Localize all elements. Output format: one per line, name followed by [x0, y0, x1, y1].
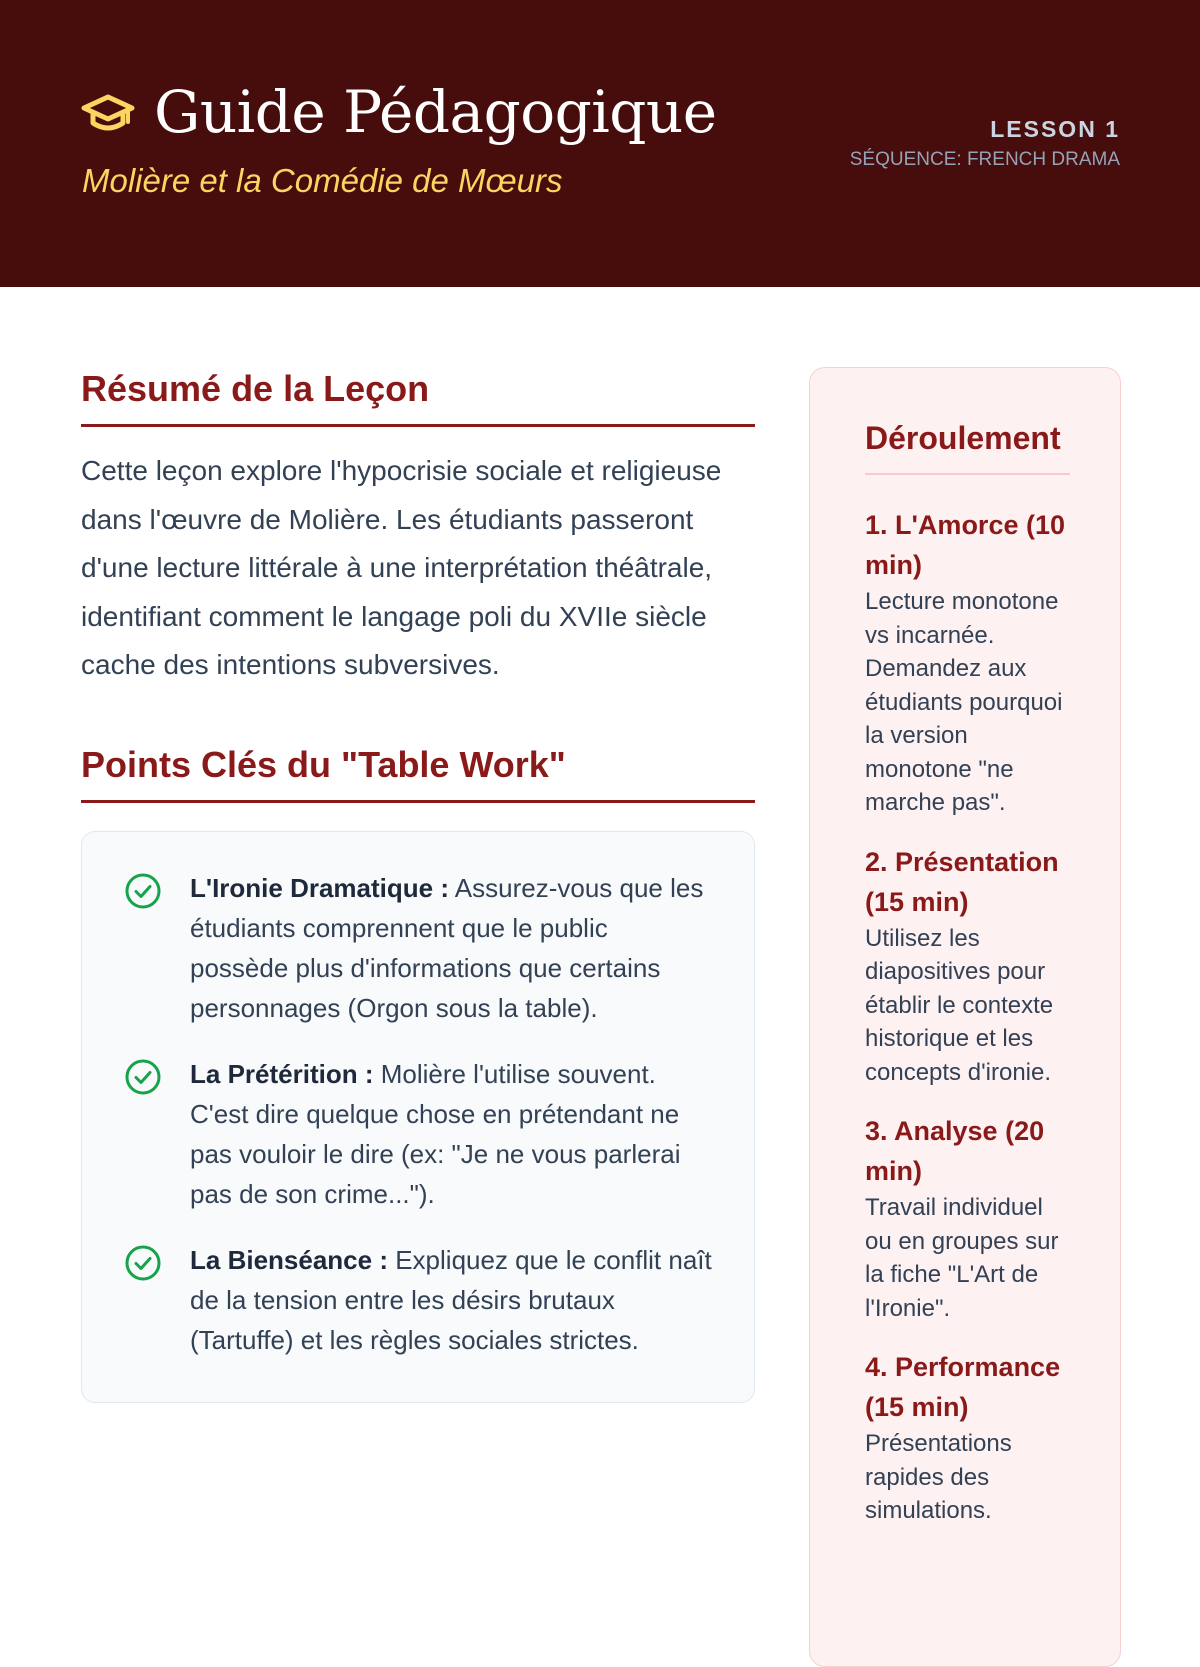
sidebar-heading: Déroulement	[865, 420, 1070, 475]
key-point-text: Assurez-vous que les étudiants comprennent que le public possède plus d'informations que certains personnages (Orgon sous la table).	[190, 872, 704, 1023]
key-point-text: Expliquez que le conflit naît de la tension entre les désirs brutaux (Tartuffe) et les règles sociales strictes.	[190, 1244, 712, 1355]
key-points-heading: Points Clés du "Table Work"	[81, 744, 755, 803]
sidebar-deroulement	[809, 367, 1121, 1667]
key-point-term: L'Ironie Dramatique :	[190, 872, 449, 903]
key-point-term: La Bienséance :	[190, 1244, 388, 1275]
header	[0, 0, 1200, 287]
key-point-term: La Prétérition :	[190, 1058, 374, 1089]
check-circle-icon	[124, 1058, 162, 1096]
step-title: 1. L'Amorce (10 min)	[865, 510, 1065, 580]
step-description: Utilisez les diapositives pour établir le contexte historique et les concepts d'ironie.	[865, 924, 1054, 1086]
summary-heading: Résumé de la Leçon	[81, 368, 755, 427]
summary-text: Cette leçon explore l'hypocrisie sociale et religieuse dans l'œuvre de Molière. Les étudiants passeront d'une lecture littérale à une interprétation théâtrale, identifiant comment le langage poli du XVIIe siècle cache des intentions subversives.	[81, 455, 722, 680]
step-title: 3. Analyse (20 min)	[865, 1116, 1045, 1186]
main-content	[81, 368, 755, 1403]
lesson-number: LESSON 1	[990, 116, 1120, 142]
step-title: 4. Performance (15 min)	[865, 1352, 1061, 1422]
page-title: Guide Pédagogique	[154, 78, 717, 146]
page-subtitle: Molière et la Comédie de Mœurs	[82, 162, 563, 199]
step-item	[865, 1111, 1070, 1325]
key-point-item	[124, 1240, 712, 1360]
key-point-item	[124, 1054, 712, 1214]
sequence-label: SÉQUENCE: FRENCH DRAMA	[849, 149, 1120, 170]
step-description: Présentations rapides des simulations.	[865, 1430, 1012, 1524]
step-description: Lecture monotone vs incarnée. Demandez aux étudiants pourquoi la version monotone "ne marche pas".	[865, 588, 1063, 816]
graduation-cap-icon	[80, 92, 136, 136]
step-item	[865, 505, 1070, 820]
key-point-item	[124, 868, 712, 1028]
check-circle-icon	[124, 1244, 162, 1282]
check-circle-icon	[124, 872, 162, 910]
key-point-text: Molière l'utilise souvent. C'est dire quelque chose en prétendant ne pas vouloir le dire (ex: "Je ne vous parlerai pas de son crime...").	[190, 1058, 681, 1209]
step-description: Travail individuel ou en groupes sur la fiche "L'Art de l'Ironie".	[865, 1194, 1059, 1322]
step-title: 2. Présentation (15 min)	[865, 846, 1059, 917]
key-points-box	[81, 831, 755, 1403]
step-item	[865, 1347, 1070, 1528]
step-item	[865, 842, 1070, 1090]
